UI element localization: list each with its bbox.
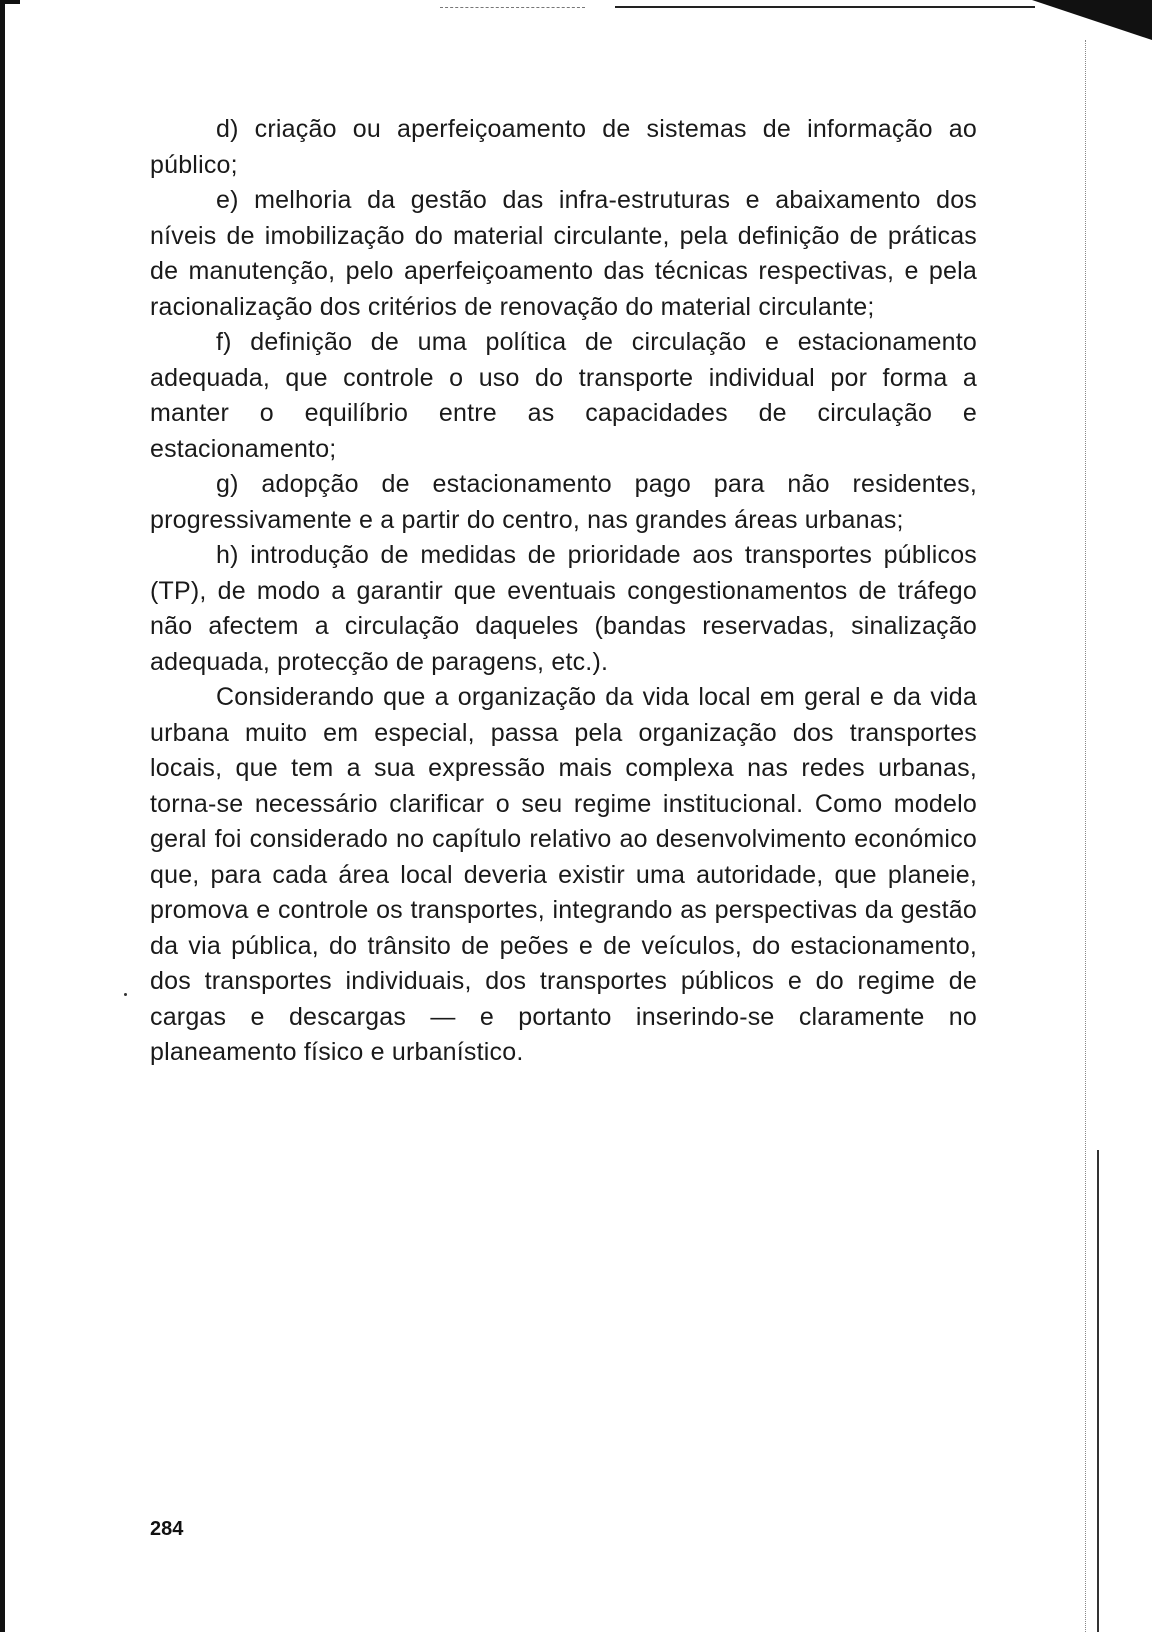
- scan-speck: [124, 993, 127, 996]
- paragraph-item-g: g) adopção de estacionamento pago para não residentes, progressivamente e a partir do centro, nas grandes áreas urbanas;: [150, 470, 977, 534]
- page-number: 284: [150, 1518, 184, 1540]
- scan-right-edge-lower: [1097, 1150, 1099, 1632]
- page-body: [150, 112, 977, 1071]
- paragraph-item-e: e) melhoria da gestão das infra-estruturas e abaixamento dos níveis de imobilização do material circulante, pela definição de práticas de manutenção, pelo aperfeiçoamento das técnicas respectivas, e pela racionalização dos critérios de renovação do material circulante;: [150, 186, 977, 321]
- paragraph-item-h: h) introdução de medidas de prioridade aos transportes públicos (TP), de modo a garantir que eventuais congestionamentos de tráfego não afectem a circulação daqueles (bandas reservadas, sinalização adequada, protecção de paragens, etc.).: [150, 541, 977, 676]
- scan-top-dash: [440, 7, 585, 8]
- scan-left-edge: [0, 0, 5, 1632]
- paragraph-item-f: f) definição de uma política de circulação e estacionamento adequada, que controle o uso do transporte individual por forma a manter o equilíbrio entre as capacidades de circulação e estacionamento;: [150, 328, 977, 463]
- scan-top-line: [615, 6, 1035, 8]
- scan-right-edge: [1085, 40, 1086, 1632]
- paragraph-considerando: Considerando que a organização da vida local em geral e da vida urbana muito em especial, passa pela organização dos transportes locais, que tem a sua expressão mais complexa nas redes urbanas, torna-se necessário clarificar o seu regime institucional. Como modelo geral foi considerado no capítulo relativo ao desenvolvimento económico que, para cada área local deveria existir uma autoridade, que planeie, promova e controle os transportes, integrando as perspectivas da gestão da via pública, do trânsito de peões e de veículos, do estacionamento, dos transportes individuais, dos transportes públicos e do regime de cargas e descargas — e portanto inserindo-se claramente no planeamento físico e urbanístico.: [150, 683, 977, 1066]
- scan-top-corner-mark: [0, 0, 20, 4]
- scan-corner-shadow: [1032, 0, 1152, 40]
- paragraph-item-d: d) criação ou aperfeiçoamento de sistemas de informação ao público;: [150, 115, 977, 179]
